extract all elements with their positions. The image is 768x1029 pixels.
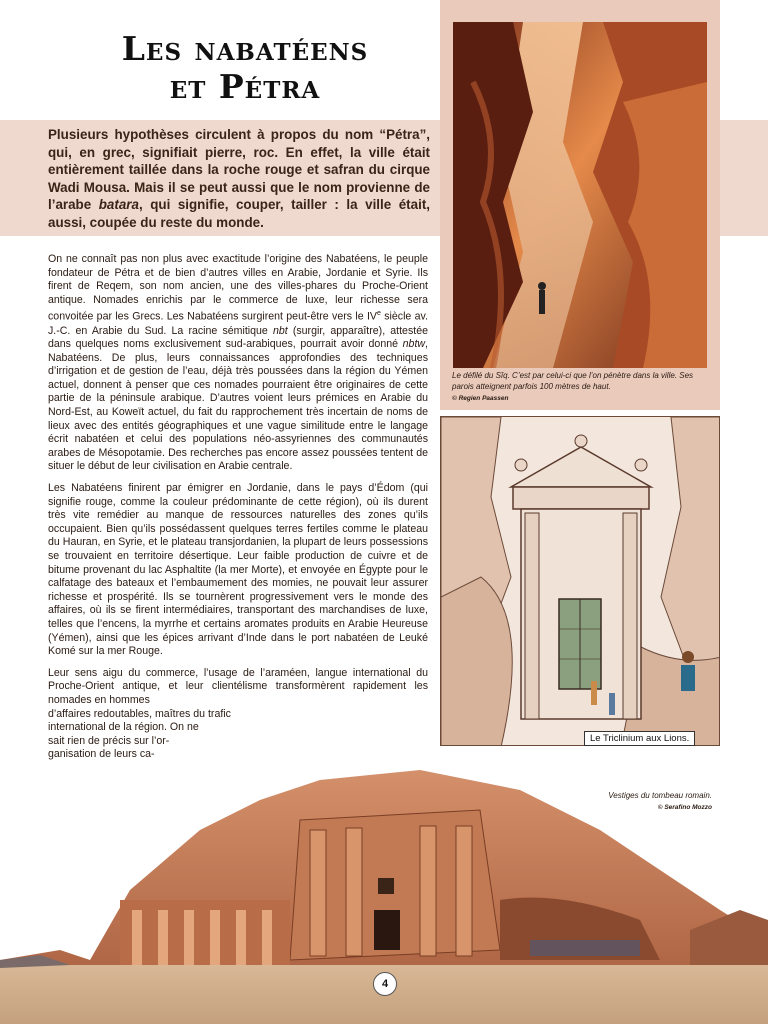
p3-line-1: Leur sens aigu du commerce, l’usage de l’araméen, langue international du Proche-Orient antique, et leur clientélisme transformèrent rapidement les nomades en hommes — [48, 666, 428, 706]
triclinium-drawing — [440, 416, 720, 746]
intro-text-2: , qui signifie, couper, tailler : la ville était, aussi, coupée du reste du monde. — [48, 197, 430, 230]
p1-sup: e — [376, 310, 381, 318]
page-title — [60, 30, 430, 106]
intro-italic: batara — [98, 197, 139, 212]
p1-italic-2: nbtw — [402, 338, 426, 351]
p1-text-b: siècle av. J.-C. en Arabie du Sud. La racine sémitique — [48, 310, 428, 337]
intro-band-right — [720, 120, 768, 236]
intro-text-1: Plusieurs hypothèses circulent à propos du nom “Pétra”, qui, en grec, signifiait pierre, roc. En effet, la ville était entièrement taillée dans la roche rouge et safran du cirque Wadi Mousa. Mais il se peut aussi que le nom provienne de l’arabe — [48, 127, 430, 212]
p1-text-d: , Nabatéens. De plus, leurs connaissances approfondies des techniques d’irrigation et de gestion de l’eau, déjà très poussées dans la région du Yémen actuel, donnent à penser que ces nomades pourraient être originaires de cette partie de la péninsule arabique. D’autres voient leurs prémices en Arabie du Nord-Est, au Koweït actuel, du fait du rapprochement très incertain de noms de lieux avec des entités géographiques et une vague similitude entre le langage écrit nabatéen et celui des populations néo-assyriennes des communautés arabes de Mésopotamie. Des recherches pas encore assez poussées tentent de situer le début de leur civilisation en Arabie centrale. — [48, 338, 428, 473]
body-column — [48, 253, 428, 762]
tomb-credit: © Serafino Mozzo — [657, 804, 712, 811]
siq-photo — [453, 22, 707, 368]
intro-paragraph — [48, 126, 430, 231]
p3-line-4: sait rien de précis sur l’or- — [48, 734, 170, 747]
title-line-2: et Pétra — [169, 67, 321, 106]
title-line-1: Les nabatéens — [121, 29, 369, 68]
p3-line-2: d’affaires redoutables, maîtres du trafic — [48, 707, 231, 720]
siq-credit: © Regien Paassen — [452, 395, 509, 402]
tomb-caption — [560, 790, 712, 813]
p3-line-3: international de la région. On ne — [48, 721, 199, 734]
triclinium-label: Le Triclinium aux Lions. — [584, 731, 695, 746]
p1-text-a: On ne connaît pas non plus avec exactitude l’origine des Nabatéens, le peuple fondateur de Pétra et de bien d’autres villes en Arabie, Jordanie et Syrie. Ils firent de Reqem, son nom ancien, une des villes-phares du Proche-Orient antique. Nomades enrichis par le commerce de luxe, leur richesse sera convoitée par les Grecs. Les Nabatéens surgirent peut-être vers le IV — [48, 253, 428, 323]
siq-caption — [452, 370, 710, 404]
body-paragraph-3 — [48, 667, 428, 762]
body-paragraph-2: Les Nabatéens finirent par émigrer en Jordanie, dans le pays d’Édom (qui signifie rouge, comme la couleur prédominante de cette région), où ils durent très vite remédier au manque de ressources naturelles des zones qu’ils occupaient. Bien qu’ils possédassent quelques terres fertiles comme le plateau du Hauran, en Syrie, et le plateau transjordanien, la plupart de leurs possessions se trouvaient en territoire désertique. Leur faible production de cuivre et de bitume provenant du lac Asphaltite (la mer Morte), et envoyée en Égypte pour le calfatage des bateaux et l’embaumement des momies, ne pouvait leur assurer richesse et prospérité. Ils se tournèrent progressivement vers le monde des affaires, où ils se firent intermédiaires, transportant des marchandises de luxe, telles que l’encens, la myrrhe et certains aromates produits en Arabie Heureuse (Yémen), ainsi que les épices arrivant d’Inde dans le port nabatéen de Leuké Komé sur la mer Rouge. — [48, 482, 428, 658]
page-number: 4 — [373, 972, 397, 996]
body-paragraph-1 — [48, 253, 428, 474]
siq-caption-text: Le défilé du Sîq. C’est par celui-ci que l’on pénètre dans la ville. Ses parois atteignent parfois 100 mètres de haut. — [452, 371, 694, 391]
p1-italic-1: nbt — [272, 324, 288, 337]
p1-text-c: (surgir, apparaître), attestée dans quelques noms exclusivement sud-arabiques, pourrait avoir donné — [48, 324, 428, 351]
p3-line-5: ganisation de leurs ca- — [48, 748, 155, 761]
tomb-caption-text: Vestiges du tombeau romain. — [608, 791, 712, 800]
